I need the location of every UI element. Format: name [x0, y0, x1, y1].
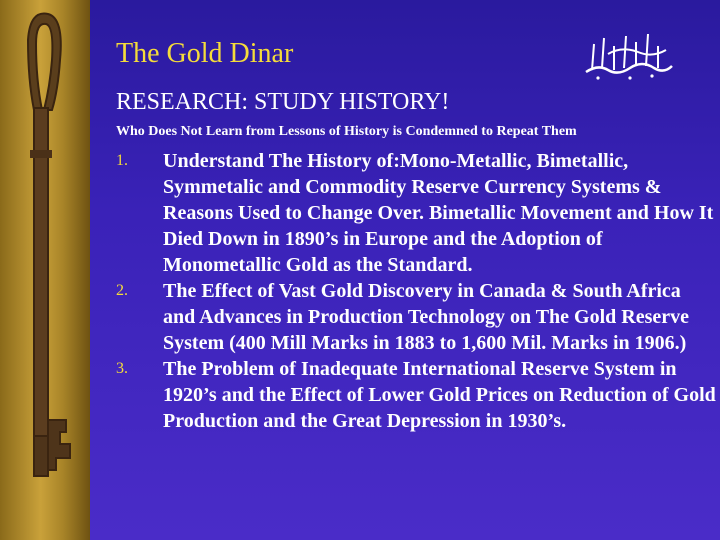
- list-item-text: The Problem of Inadequate International Reserve System in 1920’s and the Effect of Lower Gold Prices on Reduction of Gold Production and the Great Depression in 1930’s.: [163, 358, 716, 432]
- list-item: [116, 278, 716, 356]
- slide-subtitle: RESEARCH: STUDY HISTORY!: [116, 89, 450, 115]
- list-number: 2.: [116, 282, 128, 299]
- numbered-list: [116, 148, 716, 434]
- slide-tagline: Who Does Not Learn from Lessons of History is Condemned to Repeat Them: [116, 124, 577, 139]
- slide-title: The Gold Dinar: [116, 38, 294, 69]
- list-item-text: Understand The History of:Mono-Metallic, Bimetallic, Symmetalic and Commodity Reserve Currency Systems & Reasons Used to Change Over. Bimetallic Movement and How It Died Down in 1890’s in Europe and the Adoption of Monometallic Gold as the Standard.: [163, 150, 714, 276]
- list-number: 1.: [116, 152, 128, 169]
- list-item: [116, 356, 716, 434]
- list-item: [116, 148, 716, 278]
- list-item-text: The Effect of Vast Gold Discovery in Canada & South Africa and Advances in Production Technology on The Gold Reserve System (400 Mill Marks in 1883 to 1,600 Mil. Marks in 1906.): [163, 280, 690, 354]
- antique-key-icon: [0, 0, 90, 540]
- list-number: 3.: [116, 360, 128, 377]
- arabic-calligraphy-icon: [578, 24, 678, 84]
